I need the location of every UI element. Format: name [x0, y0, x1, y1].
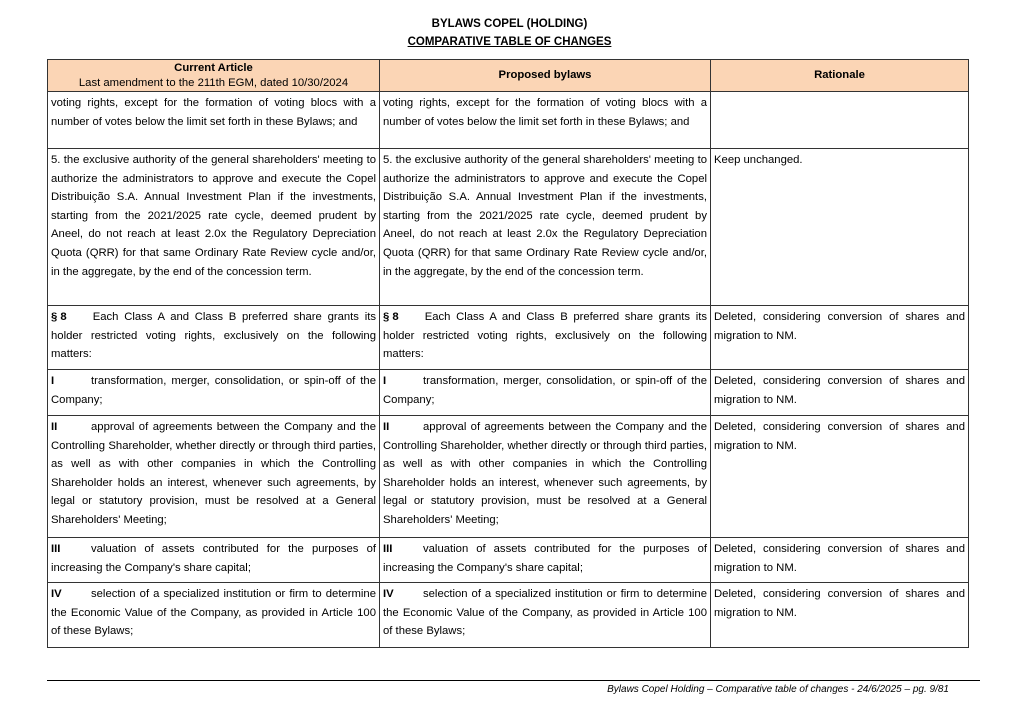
cell-rationale [711, 92, 969, 149]
cell-proposed [380, 538, 711, 583]
table-row [48, 583, 969, 648]
item-number: III [51, 543, 61, 555]
rationale-text: Deleted, considering conversion of shares and migration to NM. [714, 421, 965, 452]
cell-proposed [380, 92, 711, 149]
rationale-text: Deleted, considering conversion of shares and migration to NM. [714, 375, 965, 406]
column-current-label: Current Article [174, 61, 253, 74]
cell-current [48, 149, 380, 306]
proposed-text: transformation, merger, consolidation, or spin-off of the Company; [383, 375, 707, 406]
table-row [48, 149, 969, 306]
cell-rationale [711, 538, 969, 583]
cell-rationale [711, 370, 969, 416]
current-text: voting rights, except for the formation of voting blocs with a number of votes below the limit set forth in these Bylaws; and [51, 97, 376, 128]
table-row [48, 416, 969, 538]
current-text: 5. the exclusive authority of the general shareholders' meeting to authorize the administrators to approve and execute the Copel Distribuição S.A. Annual Investment Plan if the investments, starting from the 2021/2025 rate cycle, deemed prudent by Aneel, do not reach at least 2.0x the Regulatory Depreciation Quota (QRR) for that same Ordinary Rate Review cycle and/or, in the aggregate, by the end of the concession term. [51, 154, 376, 278]
cell-current [48, 416, 380, 538]
rationale-text: Keep unchanged. [714, 154, 803, 166]
item-number: § 8 [383, 311, 399, 323]
current-text: valuation of assets contributed for the purposes of increasing the Company's share capital; [51, 543, 376, 574]
item-number: II [51, 421, 58, 433]
proposed-text: voting rights, except for the formation of voting blocs with a number of votes below the limit set forth in these Bylaws; and [383, 97, 707, 128]
column-header-current [48, 60, 380, 92]
cell-proposed [380, 306, 711, 370]
column-header-rationale: Rationale [711, 60, 969, 92]
table-row [48, 538, 969, 583]
cell-proposed [380, 583, 711, 648]
current-text: transformation, merger, consolidation, or spin-off of the Company; [51, 375, 376, 406]
item-number: II [383, 421, 390, 433]
item-number: I [51, 375, 55, 387]
cell-proposed [380, 416, 711, 538]
rationale-text: Deleted, considering conversion of shares and migration to NM. [714, 311, 965, 342]
cell-rationale [711, 416, 969, 538]
item-number: IV [51, 588, 62, 600]
proposed-text: selection of a specialized institution or firm to determine the Economic Value of the Company, as provided in Article 100 of these Bylaws; [383, 588, 707, 638]
proposed-text: 5. the exclusive authority of the general shareholders' meeting to authorize the administrators to approve and execute the Copel Distribuição S.A. Annual Investment Plan if the investments, starting from the 2021/2025 rate cycle, deemed prudent by Aneel, do not reach at least 2.0x the Regulatory Depreciation Quota (QRR) for that same Ordinary Rate Review cycle and/or, in the aggregate, by the end of the concession term. [383, 154, 707, 278]
document-title: BYLAWS COPEL (HOLDING) [431, 18, 588, 30]
proposed-text: Each Class A and Class B preferred share grants its holder restricted voting rights, exclusively on the following matters: [383, 311, 707, 361]
rationale-text: Deleted, considering conversion of shares and migration to NM. [714, 588, 965, 619]
rationale-text: Deleted, considering conversion of shares and migration to NM. [714, 543, 965, 574]
document-subtitle: COMPARATIVE TABLE OF CHANGES [407, 36, 612, 48]
cell-proposed [380, 149, 711, 306]
table-row [48, 370, 969, 416]
item-number: III [383, 543, 393, 555]
column-current-sublabel: Last amendment to the 211th EGM, dated 10/30/2024 [78, 76, 349, 89]
cell-current [48, 538, 380, 583]
proposed-text: valuation of assets contributed for the purposes of increasing the Company's share capital; [383, 543, 707, 574]
table-row [48, 92, 969, 149]
column-header-proposed: Proposed bylaws [380, 60, 711, 92]
cell-rationale [711, 306, 969, 370]
footer-divider [47, 680, 980, 681]
comparative-table [47, 59, 969, 648]
cell-current [48, 370, 380, 416]
item-number: § 8 [51, 311, 67, 323]
current-text: approval of agreements between the Company and the Controlling Shareholder, whether directly or through third parties, as well as with other companies in which the Controlling Shareholder holds an interest, whenever such agreements, by legal or statutory provision, must be resolved at a General Shareholders' Meeting; [51, 421, 376, 526]
cell-current [48, 583, 380, 648]
current-text: Each Class A and Class B preferred share grants its holder restricted voting rights, exclusively on the following matters: [51, 311, 376, 361]
cell-proposed [380, 370, 711, 416]
cell-current [48, 92, 380, 149]
cell-rationale [711, 583, 969, 648]
item-number: I [383, 375, 387, 387]
page-footer: Bylaws Copel Holding – Comparative table of changes - 24/6/2025 – pg. 9/81 [607, 684, 949, 695]
proposed-text: approval of agreements between the Company and the Controlling Shareholder, whether directly or through third parties, as well as with other companies in which the Controlling Shareholder holds an interest, whenever such agreements, by legal or statutory provision, must be resolved at a General Shareholders' Meeting; [383, 421, 707, 526]
cell-rationale [711, 149, 969, 306]
table-header-row [48, 60, 969, 92]
table-row [48, 306, 969, 370]
cell-current [48, 306, 380, 370]
item-number: IV [383, 588, 394, 600]
current-text: selection of a specialized institution or firm to determine the Economic Value of the Company, as provided in Article 100 of these Bylaws; [51, 588, 376, 638]
